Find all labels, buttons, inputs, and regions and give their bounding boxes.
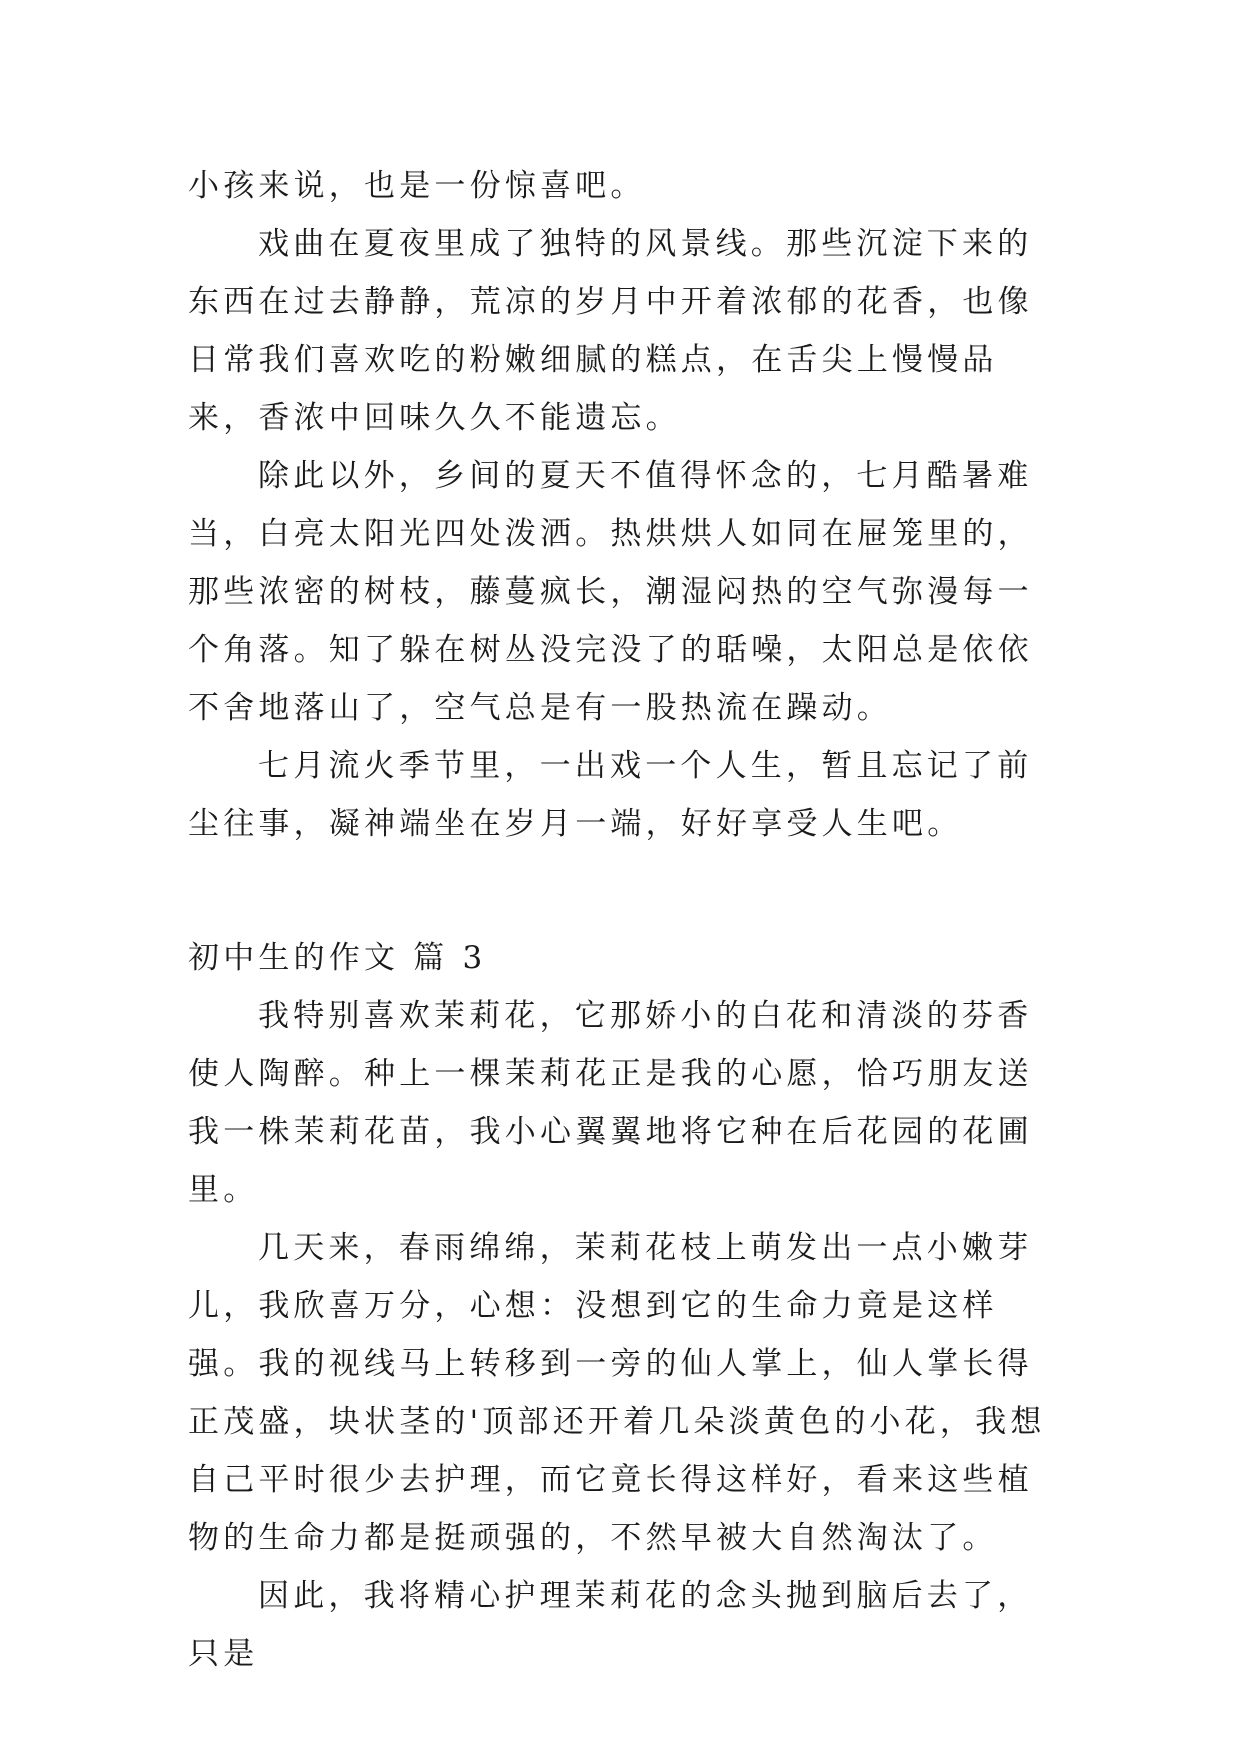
paragraph: 几天来，春雨绵绵，茉莉花枝上萌发出一点小嫩芽儿，我欣喜万分，心想：没想到它的生命力竟是这样强。我的视线马上转移到一旁的仙人掌上，仙人掌长得正茂盛，块状茎的'顶部还开着几朵淡黄色的小花，我想自己平时很少去护理，而它竟长得这样好，看来这些植物的生命力都是挺顽强的，不然早被大自然淘汰了。: [188, 1230, 1046, 1556]
paragraph: 小孩来说，也是一份惊喜吧。: [188, 168, 646, 204]
paragraph: 我特别喜欢茉莉花，它那娇小的白花和清淡的芬香使人陶醉。种上一棵茉莉花正是我的心愿，恰巧朋友送我一株茉莉花苗，我小心翼翼地将它种在后花园的花圃里。: [188, 998, 1033, 1208]
paragraph: 除此以外，乡间的夏天不值得怀念的，七月酷暑难当，白亮太阳光四处泼洒。热烘烘人如同在屉笼里的，那些浓密的树枝，藤蔓疯长，潮湿闷热的空气弥漫每一个角落。知了躲在树丛没完没了的聒噪，太阳总是依依不舍地落山了，空气总是有一股热流在躁动。: [188, 458, 1033, 726]
paragraph: 因此，我将精心护理茉莉花的念头抛到脑后去了，只是: [188, 1578, 1033, 1672]
section-spacer: [188, 853, 1054, 929]
paragraph: 戏曲在夏夜里成了独特的风景线。那些沉淀下来的东西在过去静静，荒凉的岁月中开着浓郁的花香，也像日常我们喜欢吃的粉嫩细腻的糕点，在舌尖上慢慢品来，香浓中回味久久不能遗忘。: [188, 226, 1033, 436]
section-title: 初中生的作文 篇 3: [188, 940, 487, 976]
paragraph: 七月流火季节里，一出戏一个人生，暂且忘记了前尘往事，凝神端坐在岁月一端，好好享受人生吧。: [188, 748, 1033, 842]
document-body: [188, 157, 1054, 1683]
